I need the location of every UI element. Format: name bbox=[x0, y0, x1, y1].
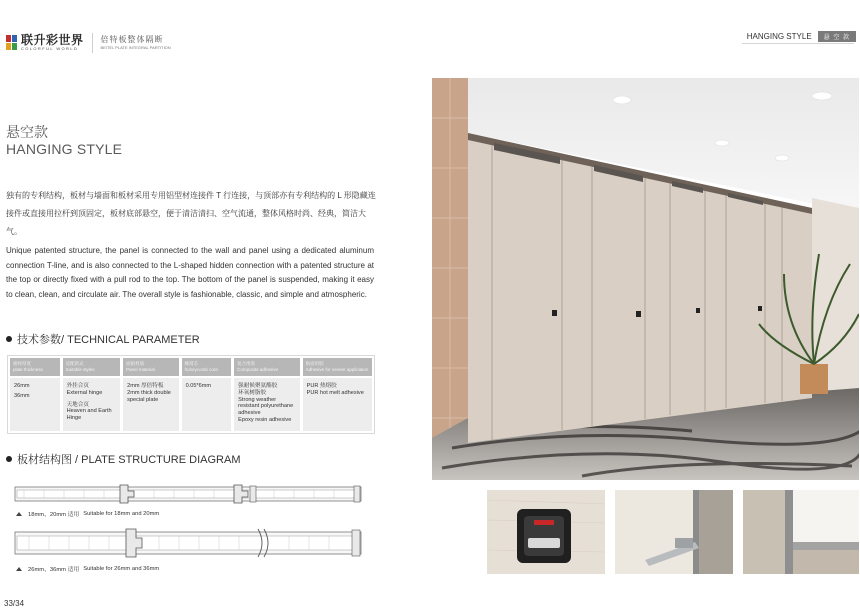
parameter-column bbox=[182, 358, 232, 431]
caption-thick-cn: 26mm、36mm 适用 bbox=[28, 567, 80, 573]
cell-line: PUR hot melt adhesive bbox=[306, 389, 364, 396]
cell-line: resistant polyurethane bbox=[238, 403, 294, 410]
bullet-icon bbox=[6, 336, 12, 342]
cell-line: PUR 热熔胶 bbox=[306, 383, 337, 389]
parameter-column bbox=[10, 358, 60, 431]
description-cn: 独有的专利结构，板材与墙面和板材采用专用铝型材连接件 T 行连接，与顶部亦有专利结构的 L 形隐藏连接件或直接用拉杆到顶固定，板材底部悬空，便于清洁清扫、空气流通，整体风格时尚、经典，简洁大气。 bbox=[6, 191, 376, 236]
logo-divider bbox=[92, 33, 93, 53]
column-head-cn: 板材厚度 bbox=[13, 361, 31, 366]
structure-section-title bbox=[6, 451, 240, 467]
brand-en-text: BEITEL PLATE INTEGRAL PARTITION bbox=[100, 45, 171, 50]
technical-section-title bbox=[6, 331, 200, 347]
header-divider bbox=[742, 43, 854, 44]
column-head-cn: 复合用胶 bbox=[237, 361, 256, 366]
logo-cn-text: 联升彩世界 bbox=[21, 33, 84, 47]
joint-detail-photo bbox=[743, 490, 859, 574]
section-header-badge: 悬 空 款 bbox=[818, 31, 856, 42]
column-head-en: Panel material bbox=[126, 367, 155, 372]
cell-line: 26mm bbox=[14, 383, 30, 389]
cell-line: 强耐候聚氨酯胶 bbox=[238, 383, 278, 389]
page-title-en: HANGING STYLE bbox=[6, 141, 123, 157]
triangle-icon bbox=[16, 567, 22, 571]
cell-line: 2mm thick double bbox=[127, 389, 171, 396]
column-head-en: Suitable styles bbox=[65, 367, 95, 372]
column-head-en: Composite adhesive bbox=[237, 367, 278, 372]
page-number: 33/34 bbox=[4, 599, 25, 608]
technical-title-text: 技术参数/ TECHNICAL PARAMETER bbox=[17, 334, 200, 346]
section-header bbox=[747, 31, 856, 42]
column-head-en: Adhesive for veneer application bbox=[305, 367, 369, 372]
structure-diagram-thick bbox=[14, 528, 362, 558]
cell-line: 环氧树脂胶 bbox=[238, 389, 267, 396]
column-head-cn: 面板材质 bbox=[126, 361, 145, 366]
cell-line: Epoxy resin adhesive bbox=[238, 416, 292, 423]
cell-line: 外挂合页 bbox=[66, 383, 89, 389]
logo-mark-icon bbox=[6, 35, 18, 51]
parameter-table bbox=[7, 355, 375, 434]
parameter-column bbox=[123, 358, 179, 431]
restroom-partition-photo bbox=[432, 78, 859, 480]
caption-thin-en: Suitable for 18mm and 20mm bbox=[83, 510, 160, 517]
cell-line: 天地合页 bbox=[66, 401, 89, 408]
description-en: Unique patented structure, the panel is connected to the wall and panel using a dedicated aluminum connection T-line, and is also connected to the L-shaped hidden connection with a patented structure at the top or directly fixed with a pull rod to the top. The bottom of the panel is suspended, making it easy to clean, clean, and circulate air. The overall style is fashionable, classic, and simple and atmospheric. bbox=[6, 246, 374, 299]
cell-line: Strong weather bbox=[238, 396, 277, 403]
caption-thin bbox=[16, 509, 159, 518]
column-head-en: plate thickness bbox=[13, 367, 43, 372]
column-head-cn: 蜂窝芯 bbox=[184, 361, 199, 366]
column-head-cn: 适配款式 bbox=[65, 361, 84, 366]
parameter-column bbox=[63, 358, 121, 431]
cell-line: 0.05*6mm bbox=[185, 383, 212, 389]
column-head-cn: 贴面用胶 bbox=[305, 361, 324, 366]
caption-thin-cn: 18mm、20mm 适用 bbox=[28, 512, 80, 518]
column-head-en: honeycomb core bbox=[184, 367, 218, 372]
caption-thick bbox=[16, 564, 159, 573]
cell-line: 2mm 厚倍特板 bbox=[127, 383, 164, 389]
page-title-cn: 悬空款 bbox=[6, 124, 48, 140]
structure-diagram-thin bbox=[14, 483, 362, 505]
cell-line: External hinge bbox=[66, 389, 103, 396]
cell-line: special plate bbox=[127, 396, 159, 403]
brand-cn-text: 倍特板整体隔断 bbox=[100, 35, 164, 44]
cell-line: adhesive bbox=[238, 410, 261, 417]
brand-logo bbox=[6, 33, 171, 53]
triangle-icon bbox=[16, 512, 22, 516]
cell-line: 36mm bbox=[14, 392, 30, 399]
lock-detail-photo bbox=[487, 490, 605, 574]
logo-en-text: COLORFUL WORLD bbox=[21, 46, 79, 51]
section-header-en: HANGING STYLE bbox=[746, 32, 812, 41]
parameter-column bbox=[303, 358, 372, 431]
parameter-column bbox=[234, 358, 299, 431]
bullet-icon bbox=[6, 456, 12, 462]
cell-line: Heaven and Earth Hinge bbox=[66, 408, 112, 422]
connector-detail-photo bbox=[615, 490, 733, 574]
structure-title-text: 板材结构图 / PLATE STRUCTURE DIAGRAM bbox=[17, 454, 241, 466]
caption-thick-en: Suitable for 26mm and 36mm bbox=[83, 565, 160, 572]
